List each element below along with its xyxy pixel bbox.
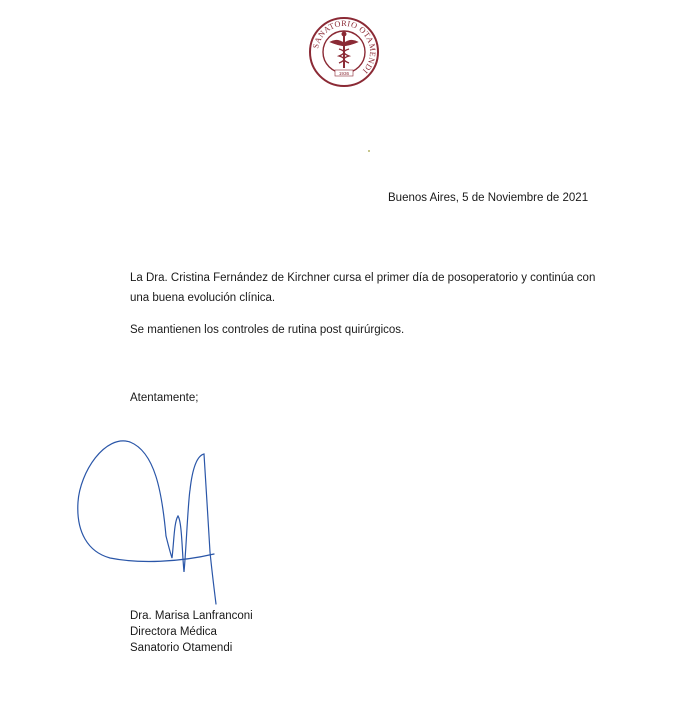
signer-institution: Sanatorio Otamendi — [130, 642, 233, 654]
signature-block — [130, 608, 253, 656]
letter-body — [130, 268, 600, 352]
letter-date: Buenos Aires, 5 de Noviembre de 2021 — [388, 192, 589, 204]
sanatorio-seal-logo — [308, 16, 380, 88]
handwritten-signature — [70, 432, 230, 610]
svg-text:SANATORIO OTAMENDI: SANATORIO OTAMENDI — [311, 18, 378, 76]
body-paragraph: Se mantienen los controles de rutina post quirúrgicos. — [130, 324, 405, 336]
letter-closing: Atentamente; — [130, 392, 199, 404]
signer-role: Directora Médica — [130, 626, 217, 638]
signer-name: Dra. Marisa Lanfranconi — [130, 610, 253, 622]
body-paragraph: La Dra. Cristina Fernández de Kirchner cursa el primer día de posoperatorio y continúa con una buena evolución clínica. — [130, 272, 596, 304]
svg-text:1936: 1936 — [338, 70, 350, 76]
paper-speck — [368, 150, 370, 152]
